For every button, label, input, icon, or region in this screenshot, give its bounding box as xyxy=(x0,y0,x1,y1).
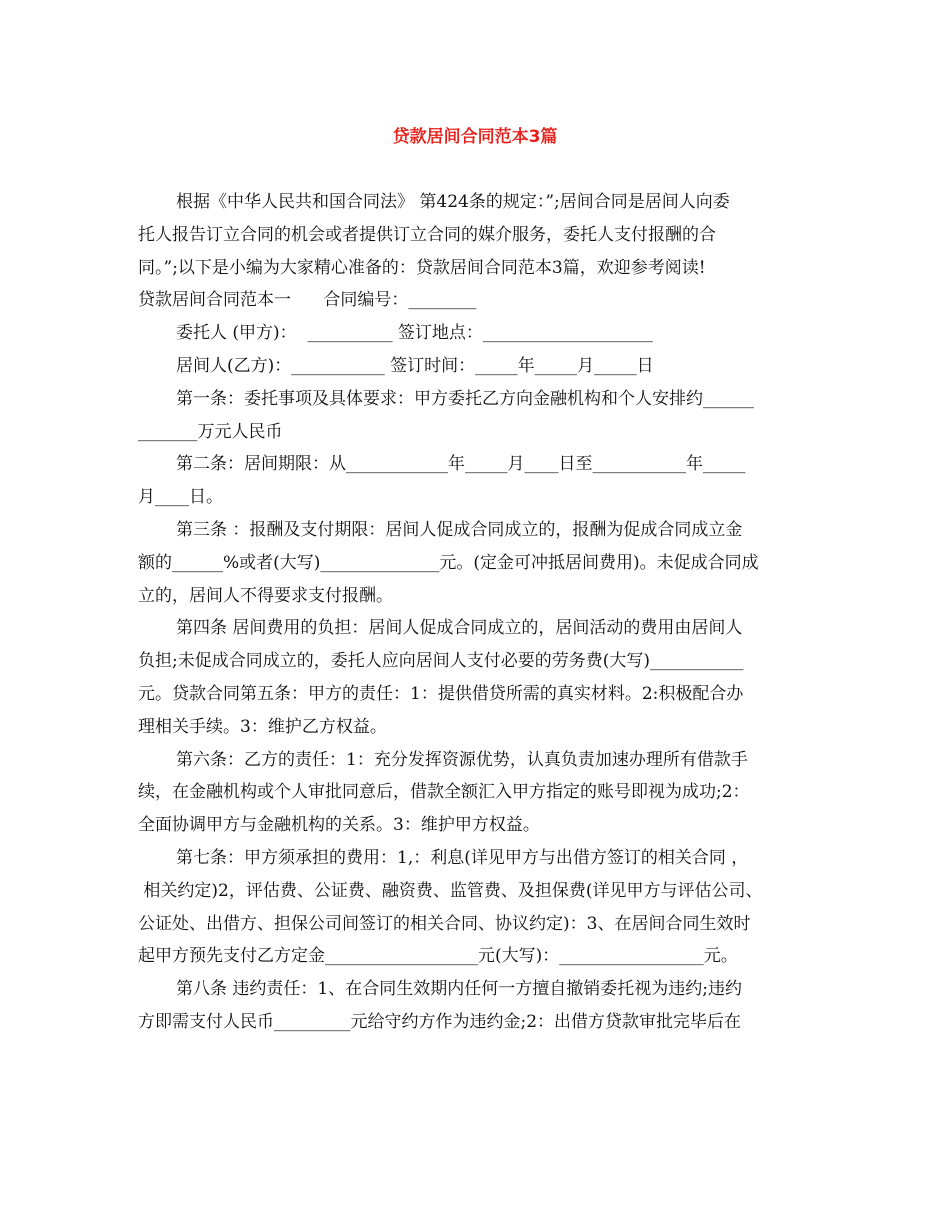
body-line: 负担;未促成合同成立的，委托人应向居间人支付必要的劳务费(大写)___________ xyxy=(138,651,744,672)
body-line: _______万元人民币 xyxy=(138,421,283,442)
client-line: 委托人 (甲方)： __________ 签订地点：____________________ xyxy=(176,323,653,344)
body-line: 续，在金融机构或个人审批同意后，借款全额汇入甲方指定的账号即视为成功;2： xyxy=(138,782,750,803)
body-line: 托人报告订立合同的机会或者提供订立合同的媒介服务，委托人支付报酬的合 xyxy=(138,224,716,245)
article-7-line: 第七条：甲方须承担的费用：1,：利息(详见甲方与出借方签订的相关合同 ， xyxy=(176,847,749,868)
body-line: 立的，居间人不得要求支付报酬。 xyxy=(138,585,393,606)
body-line: 月____日。 xyxy=(138,487,223,508)
document-title: 贷款居间合同范本3篇 xyxy=(392,127,558,147)
body-line: 公证处、出借方、担保公司间签订的相关合同、协议约定)：3、在居间合同生效时 xyxy=(138,913,751,934)
article-4-line: 第四条 居间费用的负担：居间人促成合同成立的，居间活动的费用由居间人 xyxy=(176,618,743,639)
document-body xyxy=(138,186,818,1039)
body-line: 理相关手续。3：维护乙方权益。 xyxy=(138,716,387,737)
body-line: 同。”;以下是小编为大家精心准备的：贷款居间合同范本3篇，欢迎参考阅读! xyxy=(138,257,706,278)
body-line: 相关约定)2，评估费、公证费、融资费、监管费、及担保费(详见甲方与评估公司、 xyxy=(138,880,763,901)
body-line: 方即需支付人民币_________元给守约方作为违约金;2：出借方贷款审批完毕后在 xyxy=(138,1011,742,1032)
contract-number-line: 贷款居间合同范本一 合同编号：________ xyxy=(138,290,477,311)
body-line: 元。贷款合同第五条：甲方的责任：1：提供借贷所需的真实材料。2:积极配合办 xyxy=(138,683,744,704)
body-line: 全面协调甲方与金融机构的关系。3：维护甲方权益。 xyxy=(138,815,540,836)
body-line: 额的______%或者(大写)______________元。(定金可冲抵居间费用)。未促成合同成 xyxy=(138,552,759,573)
article-6-line: 第六条：乙方的责任：1：充分发挥资源优势，认真负责加速办理所有借款手 xyxy=(176,749,748,770)
article-3-line: 第三条 ：报酬及支付期限：居间人促成合同成立的，报酬为促成合同成立金 xyxy=(176,519,743,540)
body-line: 根据《中华人民共和国合同法》 第424条的规定：”;居间合同是居间人向委 xyxy=(176,192,730,212)
article-8-line: 第八条 违约责任：1、在合同生效期内任何一方擅自撤销委托视为违约;违约 xyxy=(176,979,742,1000)
article-1-line: 第一条：委托事项及具体要求：甲方委托乙方向金融机构和个人安排约______ xyxy=(176,388,754,409)
body-line: 起甲方预先支付乙方定金__________________元(大写)：_________________元。 xyxy=(138,946,738,967)
broker-line: 居间人(乙方)：___________ 签订时间：_____年_____月_____日 xyxy=(176,355,654,376)
article-2-line: 第二条：居间期限：从____________年_____月____日至___________年_____ xyxy=(176,454,746,475)
